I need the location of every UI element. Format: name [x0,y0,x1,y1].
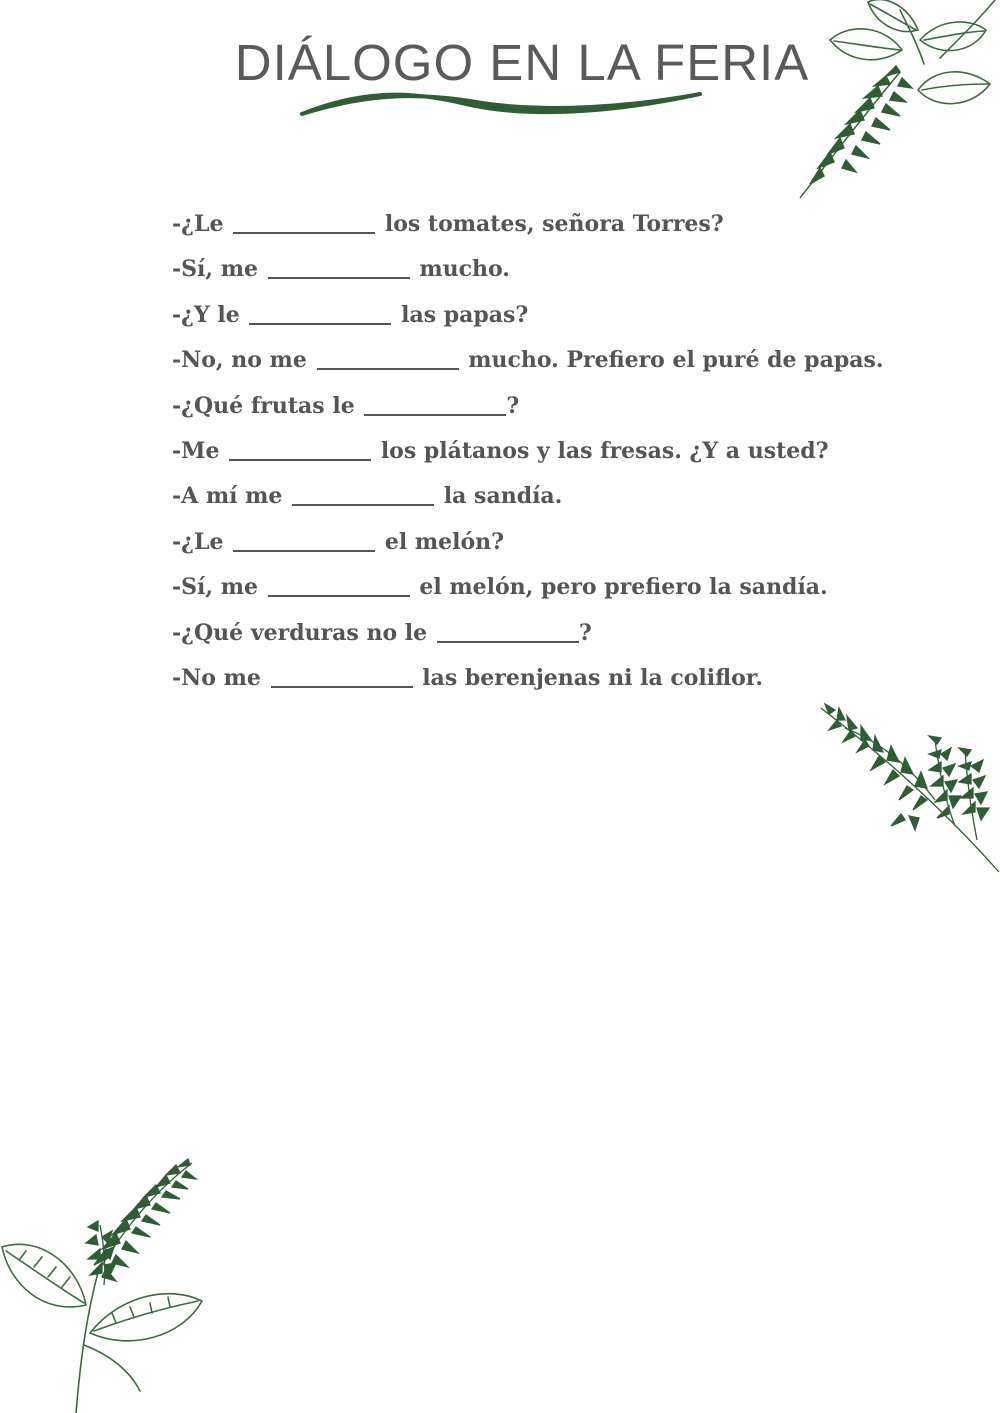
dialogue-line [172,568,932,613]
fern-sprig-icon [815,700,1000,880]
line-text-after: ? [578,619,592,646]
dialogue-line [172,250,932,295]
line-text-before: -¿Le [172,528,224,555]
answer-blank[interactable] [271,664,413,688]
line-text-after: ? [506,392,520,419]
answer-blank[interactable] [233,210,375,234]
answer-blank[interactable] [233,528,375,552]
line-text-after: las berenjenas ni la coliflor. [422,664,764,691]
title-underline-swash [296,84,708,124]
page-title: DIÁLOGO EN LA FERIA [234,34,810,91]
line-text-before: -Sí, me [172,256,258,283]
fern-leaves-icon [0,1155,215,1413]
line-text-before: -¿Qué verduras no le [172,619,428,646]
dialogue-worksheet [172,205,932,704]
answer-blank[interactable] [249,301,391,325]
answer-blank[interactable] [364,392,506,416]
line-text-after: el melón? [384,528,505,555]
line-text-after: los tomates, señora Torres? [384,211,724,237]
line-text-before: -No, no me [172,347,307,374]
dialogue-line [172,387,932,432]
answer-blank[interactable] [229,437,371,461]
line-text-before: -¿Qué frutas le [172,392,355,419]
dialogue-line [172,659,932,704]
line-text-after: mucho. Prefiero el puré de papas. [468,347,884,374]
line-text-after: los plátanos y las fresas. ¿Y a usted? [380,437,829,464]
dialogue-line [172,296,932,341]
fern-leaves-icon [790,0,1000,205]
line-text-before: -¿Le [172,211,224,237]
answer-blank[interactable] [292,482,434,506]
dialogue-line [172,477,932,522]
line-text-before: -No me [172,664,261,691]
dialogue-line [172,523,932,568]
line-text-before: -A mí me [172,483,283,510]
answer-blank[interactable] [268,573,410,597]
line-text-before: -Me [172,437,220,464]
line-text-after: el melón, pero prefiero la sandía. [419,574,828,601]
line-text-after: mucho. [419,256,510,283]
line-text-after: la sandía. [443,483,563,510]
dialogue-line [172,205,932,250]
dialogue-line [172,614,932,659]
answer-blank[interactable] [268,255,410,279]
answer-blank[interactable] [317,346,459,370]
dialogue-line [172,341,932,386]
dialogue-line [172,432,932,477]
line-text-before: -Sí, me [172,574,258,601]
line-text-after: las papas? [401,301,529,328]
line-text-before: -¿Y le [172,301,240,328]
answer-blank[interactable] [437,619,579,643]
